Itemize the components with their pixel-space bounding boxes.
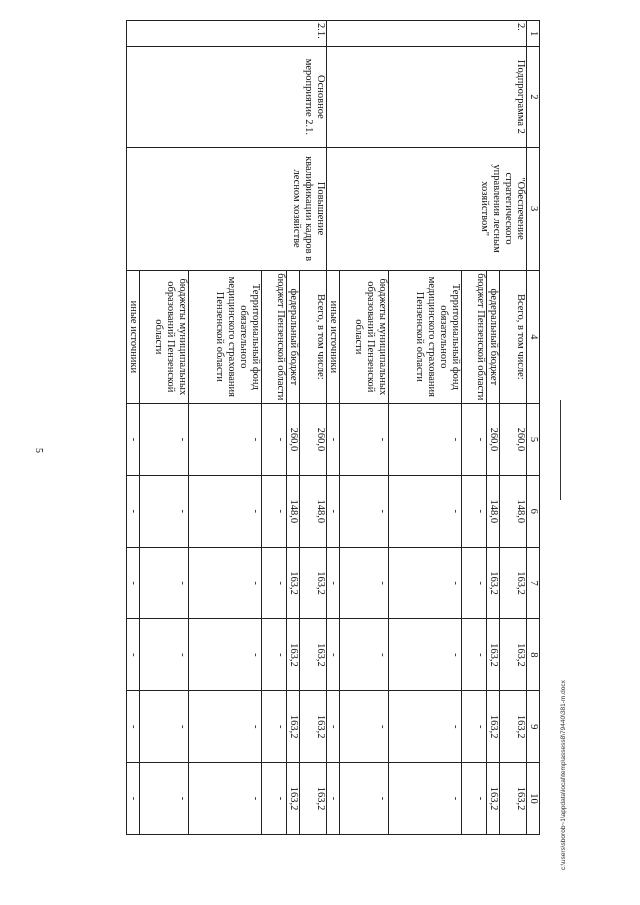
amount-cell: - xyxy=(140,404,189,476)
funding-source: иные источники xyxy=(327,270,340,403)
amount-cell: 260,0 xyxy=(487,404,500,476)
amount-cell: - xyxy=(327,763,340,835)
amount-cell: - xyxy=(389,691,462,763)
rotated-table-sheet xyxy=(100,20,540,835)
amount-cell: 163,2 xyxy=(487,619,500,691)
amount-cell: - xyxy=(389,763,462,835)
amount-cell: - xyxy=(462,619,487,691)
amount-cell: 163,2 xyxy=(487,547,500,619)
amount-cell: - xyxy=(189,763,262,835)
amount-cell: 163,2 xyxy=(487,763,500,835)
amount-cell: - xyxy=(127,619,140,691)
amount-cell: 148,0 xyxy=(287,475,300,547)
amount-cell: 163,2 xyxy=(287,619,300,691)
amount-cell: - xyxy=(127,691,140,763)
row-name: Основное мероприятие 2.1. xyxy=(127,47,327,147)
funding-source: Всего, в том числе: xyxy=(500,270,527,403)
table-row xyxy=(500,21,527,835)
amount-cell: - xyxy=(127,547,140,619)
amount-cell: - xyxy=(140,547,189,619)
col-header: 1 xyxy=(527,21,540,47)
amount-cell: - xyxy=(462,475,487,547)
funding-source: бюджеты муниципальных образований Пензенской области xyxy=(340,270,389,403)
col-header: 4 xyxy=(527,270,540,403)
col-header: 5 xyxy=(527,404,540,476)
col-header: 2 xyxy=(527,47,540,147)
amount-cell: - xyxy=(262,547,287,619)
funding-source: федеральный бюджет xyxy=(287,270,300,403)
funding-source: федеральный бюджет xyxy=(487,270,500,403)
amount-cell: 163,2 xyxy=(287,691,300,763)
amount-cell: - xyxy=(389,404,462,476)
table-row xyxy=(300,21,327,835)
amount-cell: - xyxy=(262,763,287,835)
column-number-row xyxy=(527,21,540,835)
funding-source: Территориальный фонд обязательного медицинского страхования Пензенской области xyxy=(389,270,462,403)
divider xyxy=(560,400,561,500)
amount-cell: - xyxy=(127,404,140,476)
row-number: 2. xyxy=(327,21,527,47)
amount-cell: 260,0 xyxy=(300,404,327,476)
amount-cell: - xyxy=(327,547,340,619)
amount-cell: - xyxy=(262,691,287,763)
amount-cell: 163,2 xyxy=(500,619,527,691)
row-description: Повышение квалификации кадров в лесном хозяйстве xyxy=(127,147,327,270)
funding-source: бюджет Пензенской области xyxy=(462,270,487,403)
amount-cell: 260,0 xyxy=(500,404,527,476)
amount-cell: - xyxy=(462,547,487,619)
amount-cell: - xyxy=(340,691,389,763)
amount-cell: - xyxy=(389,619,462,691)
amount-cell: - xyxy=(189,691,262,763)
amount-cell: 148,0 xyxy=(300,475,327,547)
funding-source: иные источники xyxy=(127,270,140,403)
amount-cell: - xyxy=(340,763,389,835)
amount-cell: - xyxy=(327,404,340,476)
amount-cell: - xyxy=(327,691,340,763)
col-header: 6 xyxy=(527,475,540,547)
table-body xyxy=(127,21,527,835)
row-name: Подпрограмма 2 xyxy=(327,47,527,147)
amount-cell: - xyxy=(140,475,189,547)
amount-cell: - xyxy=(340,475,389,547)
amount-cell: - xyxy=(389,547,462,619)
amount-cell: 163,2 xyxy=(500,763,527,835)
amount-cell: - xyxy=(140,691,189,763)
amount-cell: 163,2 xyxy=(487,691,500,763)
amount-cell: - xyxy=(189,475,262,547)
amount-cell: 163,2 xyxy=(300,547,327,619)
row-description: "Обеспечение стратегического управления лесным хозяйством" xyxy=(327,147,527,270)
amount-cell: - xyxy=(327,475,340,547)
col-header: 10 xyxy=(527,763,540,835)
col-header: 7 xyxy=(527,547,540,619)
amount-cell: 163,2 xyxy=(500,547,527,619)
amount-cell: 148,0 xyxy=(500,475,527,547)
amount-cell: - xyxy=(389,475,462,547)
funding-source: бюджет Пензенской области xyxy=(262,270,287,403)
amount-cell: - xyxy=(462,404,487,476)
amount-cell: - xyxy=(340,404,389,476)
amount-cell: 163,2 xyxy=(300,691,327,763)
amount-cell: - xyxy=(327,619,340,691)
amount-cell: 163,2 xyxy=(500,691,527,763)
file-path: c:\users\sborob~1\appdata\local\temp\assess8\79440\381-m.docx xyxy=(560,680,567,870)
funding-table xyxy=(126,20,540,835)
amount-cell: - xyxy=(262,619,287,691)
amount-cell: - xyxy=(127,475,140,547)
amount-cell: - xyxy=(189,619,262,691)
amount-cell: - xyxy=(262,475,287,547)
amount-cell: 148,0 xyxy=(487,475,500,547)
amount-cell: - xyxy=(262,404,287,476)
amount-cell: 163,2 xyxy=(300,619,327,691)
funding-source: Всего, в том числе: xyxy=(300,270,327,403)
amount-cell: 163,2 xyxy=(300,763,327,835)
col-header: 3 xyxy=(527,147,540,270)
funding-source: Территориальный фонд обязательного медицинского страхования Пензенской области xyxy=(189,270,262,403)
amount-cell: - xyxy=(127,763,140,835)
amount-cell: 260,0 xyxy=(287,404,300,476)
amount-cell: - xyxy=(462,763,487,835)
funding-source: бюджеты муниципальных образований Пензенской области xyxy=(140,270,189,403)
amount-cell: - xyxy=(140,763,189,835)
amount-cell: - xyxy=(340,547,389,619)
col-header: 9 xyxy=(527,691,540,763)
amount-cell: 163,2 xyxy=(287,763,300,835)
page-number: 5 xyxy=(33,448,44,453)
amount-cell: - xyxy=(189,404,262,476)
amount-cell: - xyxy=(462,691,487,763)
amount-cell: - xyxy=(189,547,262,619)
row-number: 2.1. xyxy=(127,21,327,47)
amount-cell: - xyxy=(140,619,189,691)
col-header: 8 xyxy=(527,619,540,691)
amount-cell: - xyxy=(340,619,389,691)
amount-cell: 163,2 xyxy=(287,547,300,619)
